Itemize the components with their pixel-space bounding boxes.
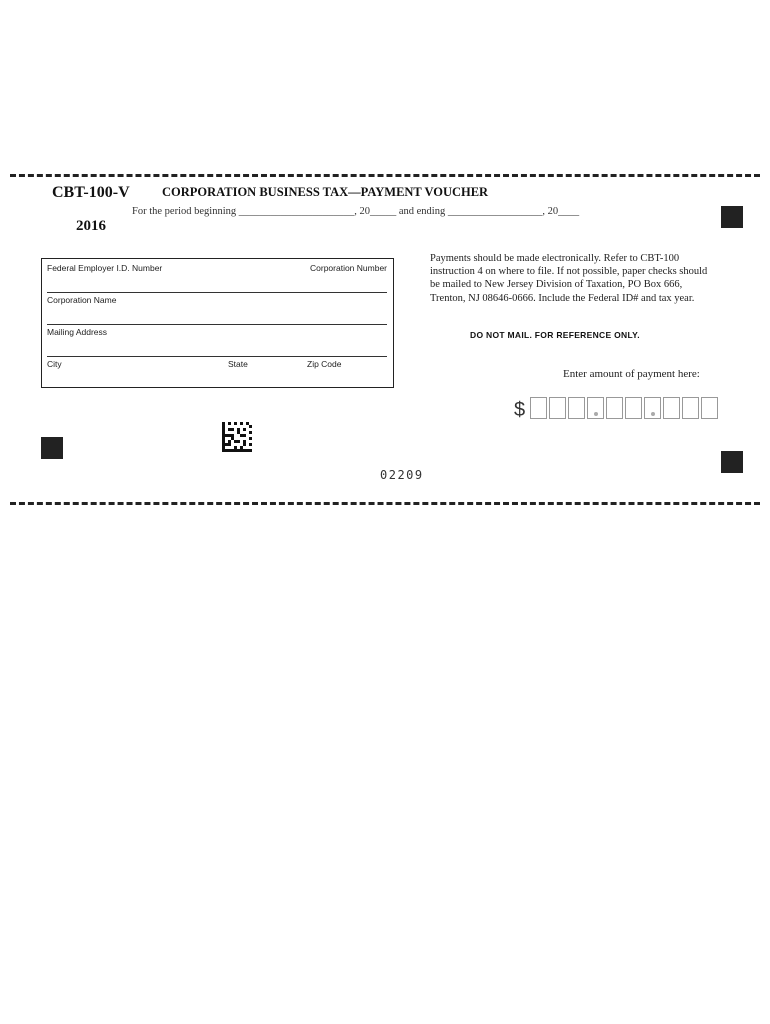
amount-digit-cell[interactable]: [530, 397, 547, 419]
registration-mark-bottom-left: [41, 437, 63, 459]
top-cut-line: [10, 174, 760, 177]
amount-digit-cell[interactable]: [587, 397, 604, 419]
amount-digit-cell[interactable]: [606, 397, 623, 419]
corporation-name-label: Corporation Name: [47, 295, 117, 305]
amount-digit-cell[interactable]: [568, 397, 585, 419]
fein-label: Federal Employer I.D. Number: [47, 263, 163, 273]
amount-prompt: Enter amount of payment here:: [563, 368, 700, 380]
scan-line-code: 02209: [380, 468, 424, 482]
payment-amount-input[interactable]: [530, 397, 720, 419]
registration-mark-top-right: [721, 206, 743, 228]
fein-rule: [47, 292, 387, 293]
registration-mark-bottom-right: [721, 451, 743, 473]
tax-year: 2016: [76, 218, 106, 234]
period-line: For the period beginning ______________________, 20_____ and ending __________________, 20____: [132, 206, 580, 217]
amount-digit-cell[interactable]: [663, 397, 680, 419]
dollar-sign: $: [514, 399, 526, 421]
taxpayer-info-box: [41, 258, 394, 388]
amount-digit-cell[interactable]: [682, 397, 699, 419]
amount-digit-cell[interactable]: [625, 397, 642, 419]
amount-digit-cell[interactable]: [549, 397, 566, 419]
city-label: City: [47, 359, 62, 369]
form-title: CORPORATION BUSINESS TAX—PAYMENT VOUCHER: [162, 185, 489, 199]
reference-notice: DO NOT MAIL. FOR REFERENCE ONLY.: [470, 330, 640, 340]
state-label: State: [228, 359, 248, 369]
payment-instructions: Payments should be made electronically. Refer to CBT-100 instruction 4 on where to file. If not possible, paper checks should be mailed to New Jersey Division of Taxation, PO Box 666, Trenton, NJ 08646-0666. Include the Federal ID# and tax year.: [430, 253, 708, 304]
datamatrix-barcode-icon: [222, 422, 252, 452]
zip-code-label: Zip Code: [307, 359, 342, 369]
form-id: CBT-100-V: [52, 184, 130, 201]
corporation-name-rule: [47, 324, 387, 325]
amount-digit-cell[interactable]: [644, 397, 661, 419]
bottom-cut-line: [10, 502, 760, 505]
mailing-address-label: Mailing Address: [47, 327, 108, 337]
amount-digit-cell[interactable]: [701, 397, 718, 419]
corporation-number-label: Corporation Number: [310, 263, 388, 273]
mailing-address-rule: [47, 356, 387, 357]
